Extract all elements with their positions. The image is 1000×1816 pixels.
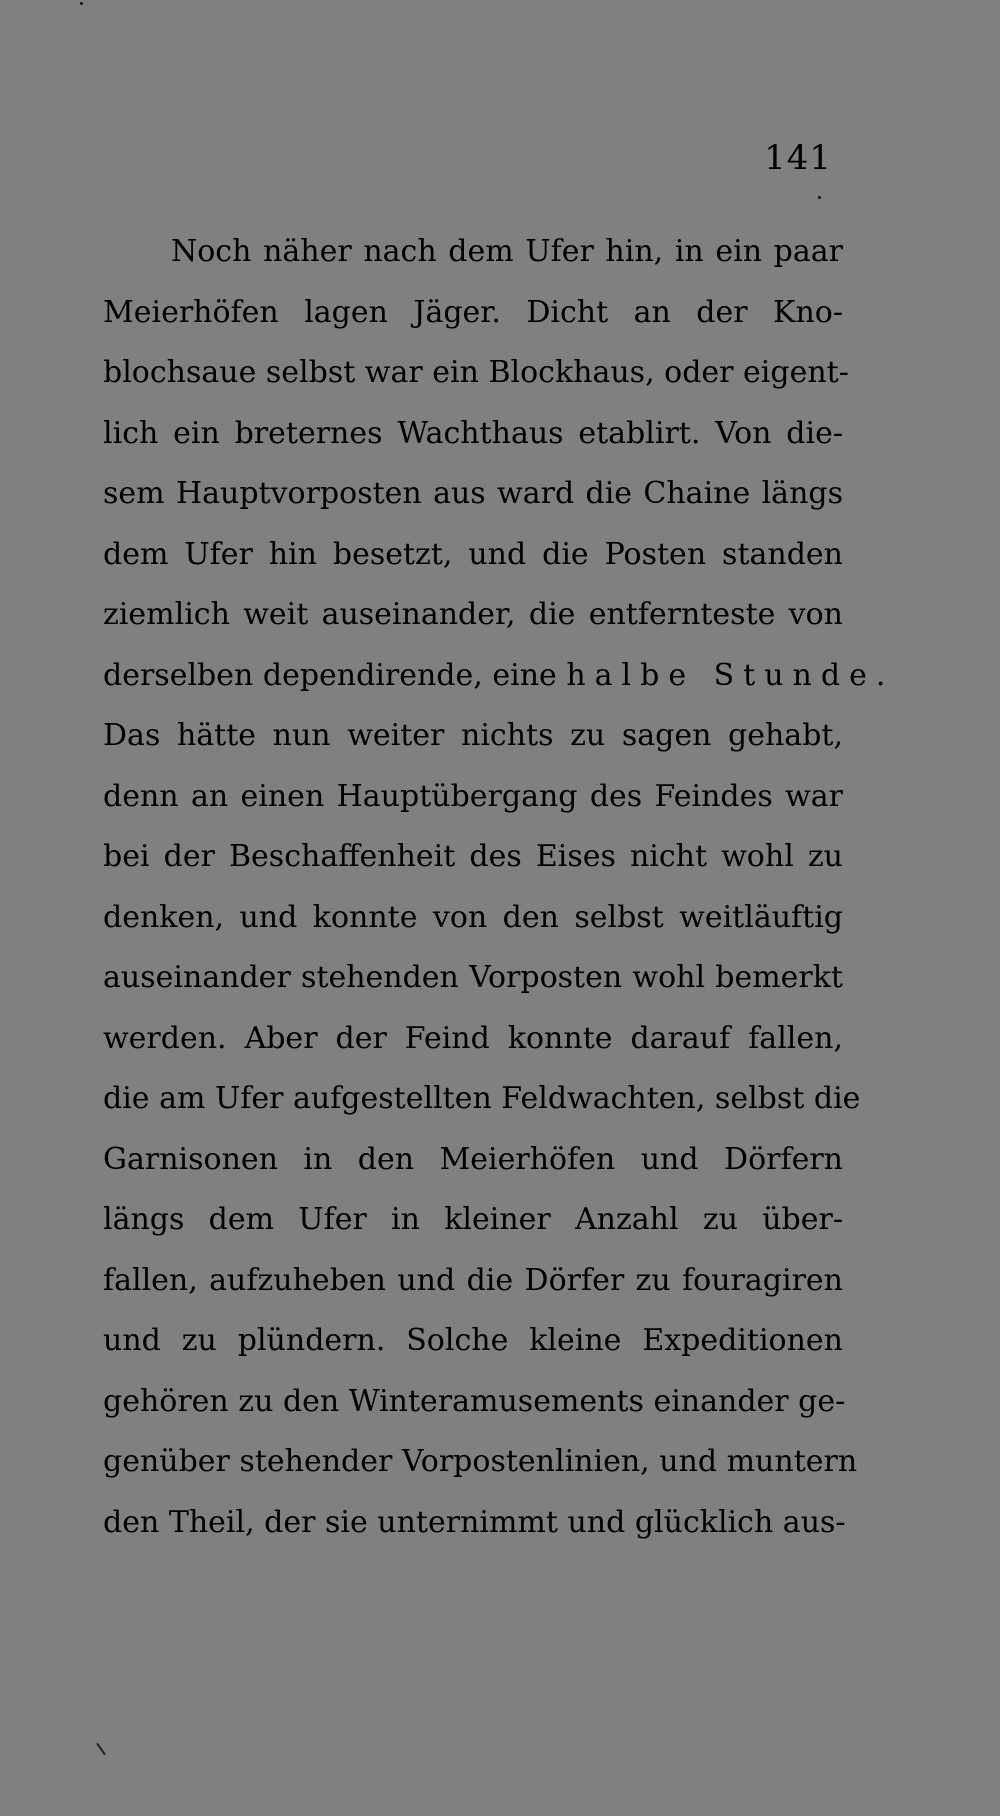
- body-text: [103, 222, 895, 1553]
- text-line-4: lich ein breternes Wachthaus etablirt. Von die-: [103, 415, 843, 451]
- text-line-11: bei der Beschaffenheit des Eises nicht wohl zu: [103, 839, 843, 874]
- text-line-17: längs dem Ufer in kleiner Anzahl zu über-: [103, 1202, 843, 1237]
- text-line-5: sem Hauptvorposten aus ward die Chaine längs: [103, 476, 843, 511]
- text-line-19: und zu plündern. Solche kleine Expeditionen: [103, 1323, 843, 1358]
- scan-mark: [96, 1743, 106, 1756]
- spaced-phrase: halbe Stunde.: [566, 657, 895, 693]
- text-line-2: Meierhöfen lagen Jäger. Dicht an der Kno-: [103, 294, 843, 330]
- text-line-3: blochsaue selbst war ein Blockhaus, oder eigent-: [103, 355, 849, 390]
- text-line-21: genüber stehender Vorpostenlinien, und muntern: [103, 1444, 858, 1479]
- text-line-9: Das hätte nun weiter nichts zu sagen gehabt,: [103, 718, 843, 753]
- text-line-10: denn an einen Hauptübergang des Feindes war: [103, 778, 843, 814]
- text-line-7: ziemlich weit auseinander, die entfernteste von: [103, 597, 843, 632]
- text-line-20: gehören zu den Winteramusements einander ge-: [103, 1383, 846, 1419]
- text-line-15: die am Ufer aufgestellten Feldwachten, selbst die: [103, 1081, 861, 1116]
- text-line-13: auseinander stehenden Vorposten wohl bemerkt: [103, 960, 843, 995]
- text-line-22: den Theil, der sie unternimmt und glücklich aus-: [103, 1504, 846, 1540]
- scan-speck: [80, 2, 83, 5]
- text-line-18: fallen, aufzuheben und die Dörfer zu fouragiren: [103, 1262, 843, 1298]
- text-line-12: denken, und konnte von den selbst weitläuftig: [103, 899, 843, 935]
- text-line-16: Garnisonen in den Meierhöfen und Dörfern: [103, 1141, 843, 1177]
- text-line-1: Noch näher nach dem Ufer hin, in ein paar: [171, 234, 843, 269]
- text-line-8-start: derselben dependirende, eine: [103, 657, 557, 693]
- text-line-6: dem Ufer hin besetzt, und die Posten standen: [103, 536, 843, 572]
- scan-speck: [818, 196, 821, 199]
- text-line-8: [103, 646, 895, 707]
- page-number: 141: [764, 138, 832, 178]
- text-line-14: werden. Aber der Feind konnte darauf fallen,: [103, 1020, 843, 1056]
